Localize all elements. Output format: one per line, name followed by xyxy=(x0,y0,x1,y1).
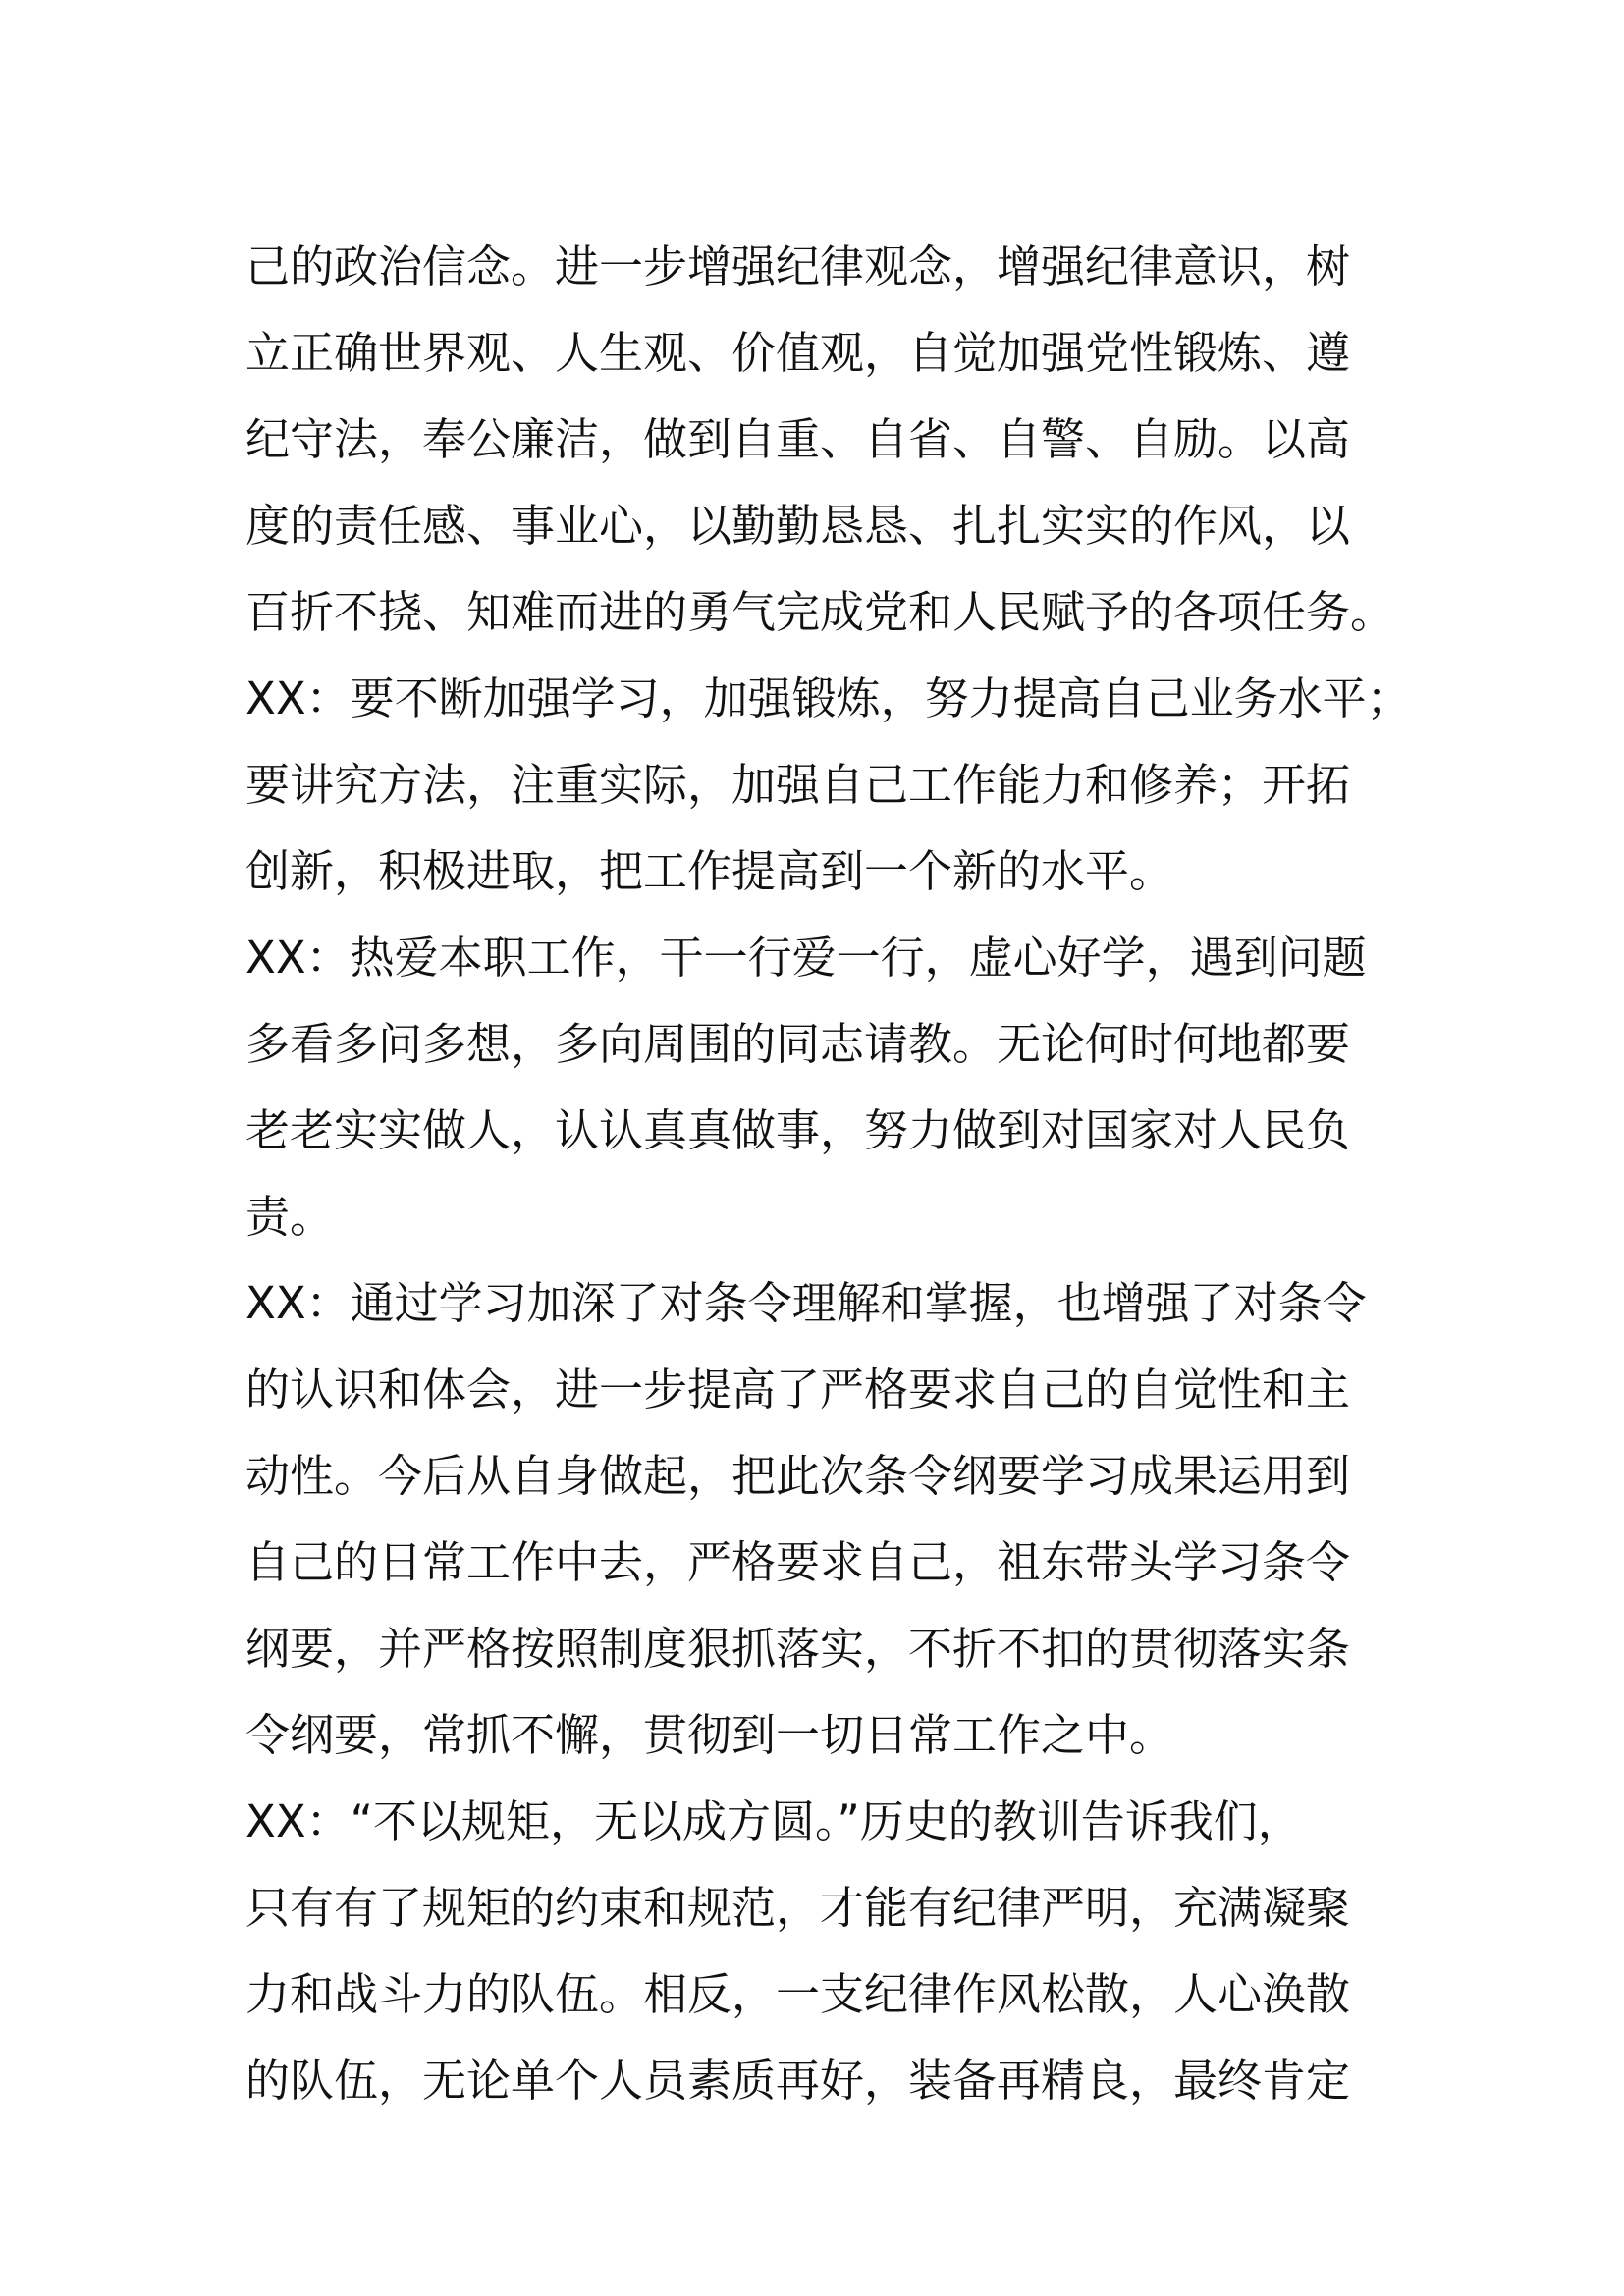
text-line: XX：要不断加强学习，加强锻炼，努力提高自己业务水平； xyxy=(245,672,1411,724)
text-line: 力和战斗力的队伍。相反，一支纪律作风松散，人心涣散 xyxy=(245,1968,1351,2020)
text-line: 创新，积极进取，把工作提高到一个新的水平。 xyxy=(245,845,1174,897)
document-body xyxy=(245,224,1411,2124)
text-line: XX：通过学习加深了对条令理解和掌握，也增强了对条令 xyxy=(245,1277,1367,1329)
text-line: 自己的日常工作中去，严格要求自己，祖东带头学习条令 xyxy=(245,1536,1351,1588)
text-line: 的队伍，无论单个人员素质再好，装备再精良，最终肯定 xyxy=(245,2055,1351,2107)
text-line: 动性。今后从自身做起，把此次条令纲要学习成果运用到 xyxy=(245,1450,1351,1502)
text-line: 要讲究方法，注重实际，加强自己工作能力和修养；开拓 xyxy=(245,759,1351,811)
text-line: 己的政治信念。进一步增强纪律观念，增强纪律意识，树 xyxy=(245,240,1351,293)
text-line: 令纲要，常抓不懈，贯彻到一切日常工作之中。 xyxy=(245,1709,1174,1761)
text-line: XX：“不以规矩，无以成方圆。”历史的教训告诉我们， xyxy=(245,1795,1302,1847)
text-line: 百折不挠、知难而进的勇气完成党和人民赋予的各项任务。 xyxy=(245,586,1395,638)
text-line: 老老实实做人，认认真真做事，努力做到对国家对人民负 xyxy=(245,1104,1351,1156)
text-line: 的认识和体会，进一步提高了严格要求自己的自觉性和主 xyxy=(245,1363,1351,1415)
text-line: 纪守法，奉公廉洁，做到自重、自省、自警、自励。以高 xyxy=(245,413,1351,465)
text-line: 纲要，并严格按照制度狠抓落实，不折不扣的贯彻落实条 xyxy=(245,1623,1351,1675)
text-line: 度的责任感、事业心，以勤勤恳恳、扎扎实实的作风，以 xyxy=(245,500,1351,552)
text-line: 只有有了规矩的约束和规范，才能有纪律严明，充满凝聚 xyxy=(245,1882,1351,1934)
text-line: 多看多问多想，多向周围的同志请教。无论何时何地都要 xyxy=(245,1018,1351,1070)
text-line: XX：热爱本职工作，干一行爱一行，虚心好学，遇到问题 xyxy=(245,932,1367,984)
text-line: 责。 xyxy=(245,1191,335,1243)
text-line: 立正确世界观、人生观、价值观，自觉加强党性锻炼、遵 xyxy=(245,327,1351,379)
